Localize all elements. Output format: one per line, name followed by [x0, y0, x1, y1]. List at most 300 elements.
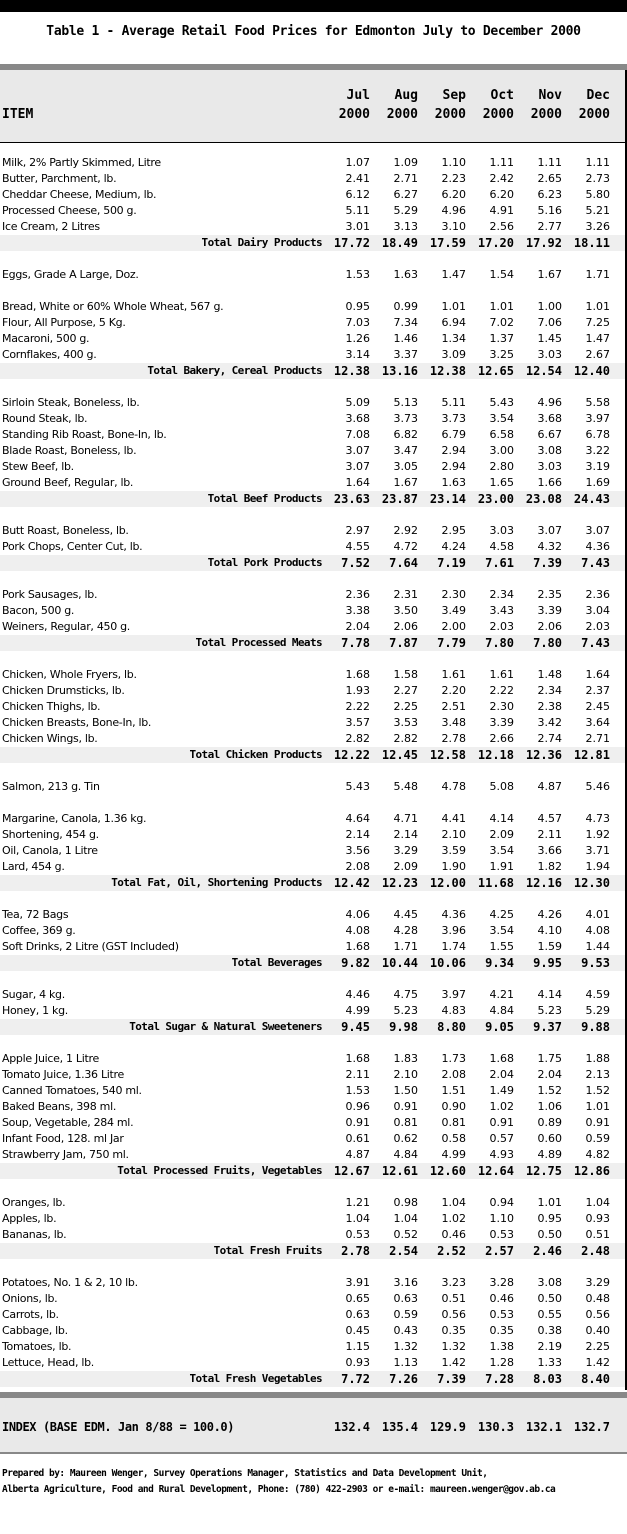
- year-label: 2000: [386, 107, 418, 122]
- price-cell: 3.47: [393, 444, 418, 457]
- price-cell: 2.09: [489, 828, 514, 841]
- item-label: Coffee, 369 g.: [2, 924, 76, 937]
- table-row: [0, 731, 625, 747]
- price-cell: 5.80: [585, 188, 610, 201]
- price-cell: 7.39: [437, 1372, 466, 1386]
- price-cell: 3.08: [537, 444, 562, 457]
- price-cell: 1.28: [489, 1356, 514, 1369]
- table-row: [0, 1291, 625, 1307]
- price-cell: 1.44: [585, 940, 610, 953]
- price-cell: 0.62: [393, 1132, 418, 1145]
- total-row: [0, 1019, 625, 1035]
- item-label: Soft Drinks, 2 Litre (GST Included): [2, 940, 179, 953]
- price-cell: 17.20: [477, 236, 514, 250]
- price-cell: 1.53: [345, 1084, 370, 1097]
- price-cell: 4.99: [441, 1148, 466, 1161]
- price-cell: 4.14: [489, 812, 514, 825]
- price-cell: 12.38: [333, 364, 370, 378]
- price-cell: 3.10: [441, 220, 466, 233]
- price-cell: 10.06: [429, 956, 466, 970]
- price-cell: 7.43: [581, 636, 610, 650]
- price-cell: 6.58: [489, 428, 514, 441]
- price-cell: 0.59: [393, 1308, 418, 1321]
- price-cell: 4.32: [537, 540, 562, 553]
- price-cell: 0.61: [345, 1132, 370, 1145]
- price-cell: 0.93: [345, 1356, 370, 1369]
- item-label: Chicken, Whole Fryers, lb.: [2, 668, 137, 681]
- price-cell: 3.49: [441, 604, 466, 617]
- price-cell: 0.91: [489, 1116, 514, 1129]
- price-cell: 12.18: [477, 748, 514, 762]
- index-value: 132.7: [573, 1420, 610, 1434]
- price-cell: 9.53: [581, 956, 610, 970]
- index-value: 129.9: [429, 1420, 466, 1434]
- price-cell: 3.03: [537, 348, 562, 361]
- price-cell: 2.23: [441, 172, 466, 185]
- price-cell: 2.54: [389, 1244, 418, 1258]
- item-label: Standing Rib Roast, Bone-In, lb.: [2, 428, 167, 441]
- price-cell: 7.34: [393, 316, 418, 329]
- price-cell: 1.11: [489, 156, 514, 169]
- price-cell: 2.95: [441, 524, 466, 537]
- price-cell: 0.50: [537, 1228, 562, 1241]
- price-cell: 2.66: [489, 732, 514, 745]
- price-cell: 4.25: [489, 908, 514, 921]
- price-cell: 2.45: [585, 700, 610, 713]
- price-table: [0, 142, 627, 1390]
- price-cell: 1.11: [537, 156, 562, 169]
- price-cell: 1.15: [345, 1340, 370, 1353]
- price-cell: 5.08: [489, 780, 514, 793]
- month-label: Sep: [442, 88, 466, 103]
- table-row: [0, 811, 625, 827]
- price-cell: 3.97: [585, 412, 610, 425]
- price-cell: 2.08: [345, 860, 370, 873]
- price-cell: 3.73: [441, 412, 466, 425]
- price-cell: 1.93: [345, 684, 370, 697]
- item-column-header: ITEM: [2, 107, 34, 122]
- price-cell: 5.23: [537, 1004, 562, 1017]
- item-label: Sugar, 4 kg.: [2, 988, 65, 1001]
- table-row: [0, 475, 625, 491]
- price-cell: 2.74: [537, 732, 562, 745]
- price-cell: 7.61: [485, 556, 514, 570]
- price-cell: 9.05: [485, 1020, 514, 1034]
- table-row: [0, 539, 625, 555]
- price-cell: 3.19: [585, 460, 610, 473]
- table-row: [0, 411, 625, 427]
- item-label: Macaroni, 500 g.: [2, 332, 90, 345]
- price-cell: 1.50: [393, 1084, 418, 1097]
- price-cell: 6.12: [345, 188, 370, 201]
- table-row: [0, 699, 625, 715]
- price-cell: 7.06: [537, 316, 562, 329]
- table-row: [0, 859, 625, 875]
- price-cell: 4.08: [585, 924, 610, 937]
- table-row: [0, 203, 625, 219]
- table-row: [0, 1099, 625, 1115]
- price-cell: 4.08: [345, 924, 370, 937]
- price-cell: 4.41: [441, 812, 466, 825]
- price-cell: 0.89: [537, 1116, 562, 1129]
- price-cell: 1.37: [489, 332, 514, 345]
- price-cell: 8.03: [533, 1372, 562, 1386]
- price-cell: 12.16: [525, 876, 562, 890]
- item-label: Chicken Drumsticks, lb.: [2, 684, 125, 697]
- price-cell: 3.96: [441, 924, 466, 937]
- top-black-bar: [0, 0, 627, 12]
- item-label: Tea, 72 Bags: [2, 908, 69, 921]
- price-cell: 5.16: [537, 204, 562, 217]
- price-cell: 3.97: [441, 988, 466, 1001]
- price-cell: 1.04: [441, 1196, 466, 1209]
- price-cell: 0.63: [345, 1308, 370, 1321]
- price-cell: 4.87: [345, 1148, 370, 1161]
- page-title: Table 1 - Average Retail Food Prices for Edmonton July to December 2000: [46, 24, 581, 39]
- price-cell: 2.14: [393, 828, 418, 841]
- table-row: [0, 1147, 625, 1163]
- price-cell: 3.38: [345, 604, 370, 617]
- price-cell: 0.81: [393, 1116, 418, 1129]
- item-label: Canned Tomatoes, 540 ml.: [2, 1084, 142, 1097]
- price-cell: 6.79: [441, 428, 466, 441]
- price-cell: 2.14: [345, 828, 370, 841]
- price-cell: 3.39: [537, 604, 562, 617]
- price-cell: 0.56: [585, 1308, 610, 1321]
- price-cell: 5.48: [393, 780, 418, 793]
- total-row: [0, 1163, 625, 1179]
- price-cell: 2.04: [345, 620, 370, 633]
- item-label: Soup, Vegetable, 284 ml.: [2, 1116, 134, 1129]
- table-row: [0, 155, 625, 171]
- total-row: [0, 1243, 625, 1259]
- price-cell: 5.29: [585, 1004, 610, 1017]
- price-cell: 4.84: [393, 1148, 418, 1161]
- price-cell: 0.90: [441, 1100, 466, 1113]
- price-cell: 3.73: [393, 412, 418, 425]
- table-row: [0, 1275, 625, 1291]
- price-cell: 1.09: [393, 156, 418, 169]
- index-label: INDEX (BASE EDM. Jan 8/88 = 100.0): [2, 1420, 235, 1434]
- price-cell: 7.80: [533, 636, 562, 650]
- year-label: 2000: [338, 107, 370, 122]
- price-cell: 2.30: [441, 588, 466, 601]
- price-cell: 2.67: [585, 348, 610, 361]
- price-cell: 2.09: [393, 860, 418, 873]
- price-cell: 12.38: [429, 364, 466, 378]
- price-cell: 1.38: [489, 1340, 514, 1353]
- table-row: [0, 715, 625, 731]
- price-cell: 6.20: [441, 188, 466, 201]
- price-cell: 9.45: [341, 1020, 370, 1034]
- price-cell: 3.23: [441, 1276, 466, 1289]
- item-label: Stew Beef, lb.: [2, 460, 74, 473]
- item-label: Oranges, lb.: [2, 1196, 66, 1209]
- price-cell: 12.42: [333, 876, 370, 890]
- price-cell: 1.00: [537, 300, 562, 313]
- price-cell: 1.02: [489, 1100, 514, 1113]
- table-row: [0, 827, 625, 843]
- item-label: Shortening, 454 g.: [2, 828, 99, 841]
- price-cell: 6.23: [537, 188, 562, 201]
- item-label: Pork Sausages, lb.: [2, 588, 98, 601]
- year-label: 2000: [482, 107, 514, 122]
- month-column-header: [418, 86, 466, 124]
- item-label: Bread, White or 60% Whole Wheat, 567 g.: [2, 300, 224, 313]
- price-cell: 7.08: [345, 428, 370, 441]
- price-cell: 3.64: [585, 716, 610, 729]
- price-cell: 4.06: [345, 908, 370, 921]
- price-cell: 3.22: [585, 444, 610, 457]
- price-cell: 2.82: [393, 732, 418, 745]
- price-cell: 4.78: [441, 780, 466, 793]
- price-cell: 4.96: [441, 204, 466, 217]
- price-cell: 3.54: [489, 412, 514, 425]
- table-row: [0, 459, 625, 475]
- price-cell: 4.10: [537, 924, 562, 937]
- price-cell: 2.10: [441, 828, 466, 841]
- price-cell: 2.92: [393, 524, 418, 537]
- total-label: Total Beef Products: [207, 492, 322, 505]
- total-label: Total Processed Meats: [195, 636, 322, 649]
- price-cell: 4.64: [345, 812, 370, 825]
- price-cell: 0.91: [393, 1100, 418, 1113]
- item-label: Processed Cheese, 500 g.: [2, 204, 137, 217]
- price-cell: 3.03: [489, 524, 514, 537]
- price-cell: 4.89: [537, 1148, 562, 1161]
- price-cell: 2.11: [345, 1068, 370, 1081]
- total-row: [0, 363, 625, 379]
- price-cell: 7.52: [341, 556, 370, 570]
- price-cell: 7.19: [437, 556, 466, 570]
- price-cell: 1.32: [441, 1340, 466, 1353]
- total-label: Total Bakery, Cereal Products: [147, 364, 322, 377]
- item-label: Eggs, Grade A Large, Doz.: [2, 268, 139, 281]
- price-cell: 3.29: [393, 844, 418, 857]
- price-cell: 0.48: [585, 1292, 610, 1305]
- price-cell: 1.47: [585, 332, 610, 345]
- price-cell: 3.68: [537, 412, 562, 425]
- price-cell: 0.35: [441, 1324, 466, 1337]
- price-cell: 2.34: [537, 684, 562, 697]
- price-cell: 0.46: [441, 1228, 466, 1241]
- price-cell: 1.53: [345, 268, 370, 281]
- table-row: [0, 347, 625, 363]
- footer: [2, 1466, 625, 1498]
- price-cell: 2.48: [581, 1244, 610, 1258]
- price-cell: 5.09: [345, 396, 370, 409]
- item-label: Milk, 2% Partly Skimmed, Litre: [2, 156, 161, 169]
- price-cell: 6.82: [393, 428, 418, 441]
- price-cell: 24.43: [573, 492, 610, 506]
- table-row: [0, 1211, 625, 1227]
- price-cell: 3.07: [585, 524, 610, 537]
- price-cell: 1.47: [441, 268, 466, 281]
- price-cell: 3.54: [489, 844, 514, 857]
- table-row: [0, 267, 625, 283]
- price-cell: 7.39: [533, 556, 562, 570]
- table-row: [0, 1003, 625, 1019]
- price-cell: 3.48: [441, 716, 466, 729]
- price-cell: 0.46: [489, 1292, 514, 1305]
- item-label: Ice Cream, 2 Litres: [2, 220, 100, 233]
- price-cell: 0.57: [489, 1132, 514, 1145]
- price-cell: 4.75: [393, 988, 418, 1001]
- table-row: [0, 331, 625, 347]
- price-cell: 3.91: [345, 1276, 370, 1289]
- price-cell: 12.23: [381, 876, 418, 890]
- total-row: [0, 747, 625, 763]
- price-cell: 3.07: [345, 460, 370, 473]
- price-cell: 2.65: [537, 172, 562, 185]
- price-cell: 3.56: [345, 844, 370, 857]
- price-cell: 1.01: [489, 300, 514, 313]
- price-cell: 5.58: [585, 396, 610, 409]
- price-cell: 3.37: [393, 348, 418, 361]
- table-row: [0, 523, 625, 539]
- price-cell: 2.71: [585, 732, 610, 745]
- price-cell: 4.73: [585, 812, 610, 825]
- price-cell: 2.13: [585, 1068, 610, 1081]
- month-column-header: [322, 86, 370, 124]
- item-label: Cabbage, lb.: [2, 1324, 68, 1337]
- price-cell: 2.78: [441, 732, 466, 745]
- price-cell: 2.42: [489, 172, 514, 185]
- price-cell: 1.68: [345, 1052, 370, 1065]
- price-cell: 3.42: [537, 716, 562, 729]
- item-label: Infant Food, 128. ml Jar: [2, 1132, 124, 1145]
- price-cell: 2.03: [585, 620, 610, 633]
- table-row: [0, 1307, 625, 1323]
- price-cell: 4.58: [489, 540, 514, 553]
- price-cell: 0.56: [441, 1308, 466, 1321]
- price-cell: 1.61: [489, 668, 514, 681]
- price-cell: 0.45: [345, 1324, 370, 1337]
- total-row: [0, 1371, 625, 1387]
- price-cell: 12.22: [333, 748, 370, 762]
- price-cell: 2.31: [393, 588, 418, 601]
- price-cell: 4.21: [489, 988, 514, 1001]
- table-row: [0, 779, 625, 795]
- price-cell: 3.09: [441, 348, 466, 361]
- item-label: Tomato Juice, 1.36 Litre: [2, 1068, 124, 1081]
- price-cell: 3.39: [489, 716, 514, 729]
- price-cell: 3.71: [585, 844, 610, 857]
- item-label: Chicken Wings, lb.: [2, 732, 98, 745]
- price-cell: 1.48: [537, 668, 562, 681]
- total-label: Total Processed Fruits, Vegetables: [117, 1164, 322, 1177]
- price-cell: 4.84: [489, 1004, 514, 1017]
- price-cell: 1.52: [537, 1084, 562, 1097]
- price-cell: 2.25: [393, 700, 418, 713]
- item-label: Apple Juice, 1 Litre: [2, 1052, 99, 1065]
- price-cell: 1.82: [537, 860, 562, 873]
- price-cell: 4.91: [489, 204, 514, 217]
- price-cell: 1.73: [441, 1052, 466, 1065]
- price-cell: 2.37: [585, 684, 610, 697]
- total-row: [0, 955, 625, 971]
- table-row: [0, 1131, 625, 1147]
- column-header: [0, 70, 627, 142]
- total-label: Total Chicken Products: [189, 748, 322, 761]
- price-cell: 12.67: [333, 1164, 370, 1178]
- price-cell: 23.87: [381, 492, 418, 506]
- price-cell: 1.04: [393, 1212, 418, 1225]
- price-cell: 9.88: [581, 1020, 610, 1034]
- table-row: [0, 1115, 625, 1131]
- price-cell: 4.36: [441, 908, 466, 921]
- item-label: Lard, 454 g.: [2, 860, 65, 873]
- price-cell: 3.26: [585, 220, 610, 233]
- price-cell: 1.45: [537, 332, 562, 345]
- price-cell: 6.78: [585, 428, 610, 441]
- price-cell: 7.03: [345, 316, 370, 329]
- price-cell: 1.75: [537, 1052, 562, 1065]
- index-row: [0, 1392, 627, 1454]
- item-label: Margarine, Canola, 1.36 kg.: [2, 812, 147, 825]
- price-cell: 8.80: [437, 1020, 466, 1034]
- price-cell: 6.67: [537, 428, 562, 441]
- price-cell: 3.57: [345, 716, 370, 729]
- price-cell: 1.33: [537, 1356, 562, 1369]
- table-row: [0, 1227, 625, 1243]
- price-cell: 1.59: [537, 940, 562, 953]
- price-cell: 1.10: [489, 1212, 514, 1225]
- price-cell: 3.07: [537, 524, 562, 537]
- price-cell: 2.19: [537, 1340, 562, 1353]
- item-label: Tomatoes, lb.: [2, 1340, 72, 1353]
- item-label: Carrots, lb.: [2, 1308, 59, 1321]
- table-row: [0, 219, 625, 235]
- table-row: [0, 187, 625, 203]
- month-label: Jul: [346, 88, 370, 103]
- total-label: Total Fresh Fruits: [213, 1244, 322, 1257]
- price-cell: 1.58: [393, 668, 418, 681]
- price-cell: 1.10: [441, 156, 466, 169]
- item-label: Baked Beans, 398 ml.: [2, 1100, 117, 1113]
- total-row: [0, 555, 625, 571]
- price-cell: 2.03: [489, 620, 514, 633]
- price-cell: 7.25: [585, 316, 610, 329]
- price-cell: 0.43: [393, 1324, 418, 1337]
- total-label: Total Pork Products: [207, 556, 322, 569]
- price-cell: 5.13: [393, 396, 418, 409]
- table-row: [0, 619, 625, 635]
- month-column-header: [514, 86, 562, 124]
- table-row: [0, 1355, 625, 1371]
- price-cell: 0.50: [537, 1292, 562, 1305]
- price-cell: 10.44: [381, 956, 418, 970]
- price-cell: 4.45: [393, 908, 418, 921]
- price-cell: 0.98: [393, 1196, 418, 1209]
- price-cell: 3.08: [537, 1276, 562, 1289]
- price-cell: 1.64: [585, 668, 610, 681]
- price-cell: 1.88: [585, 1052, 610, 1065]
- price-cell: 2.10: [393, 1068, 418, 1081]
- price-cell: 2.41: [345, 172, 370, 185]
- table-row: [0, 395, 625, 411]
- price-cell: 23.00: [477, 492, 514, 506]
- price-cell: 1.04: [585, 1196, 610, 1209]
- price-cell: 1.55: [489, 940, 514, 953]
- price-cell: 0.53: [489, 1308, 514, 1321]
- price-cell: 2.11: [537, 828, 562, 841]
- month-column-header: [562, 86, 610, 124]
- footer-line-1: Prepared by: Maureen Wenger, Survey Operations Manager, Statistics and Data Development Unit,: [2, 1468, 488, 1479]
- table-row: [0, 443, 625, 459]
- price-cell: 7.87: [389, 636, 418, 650]
- price-cell: 5.11: [441, 396, 466, 409]
